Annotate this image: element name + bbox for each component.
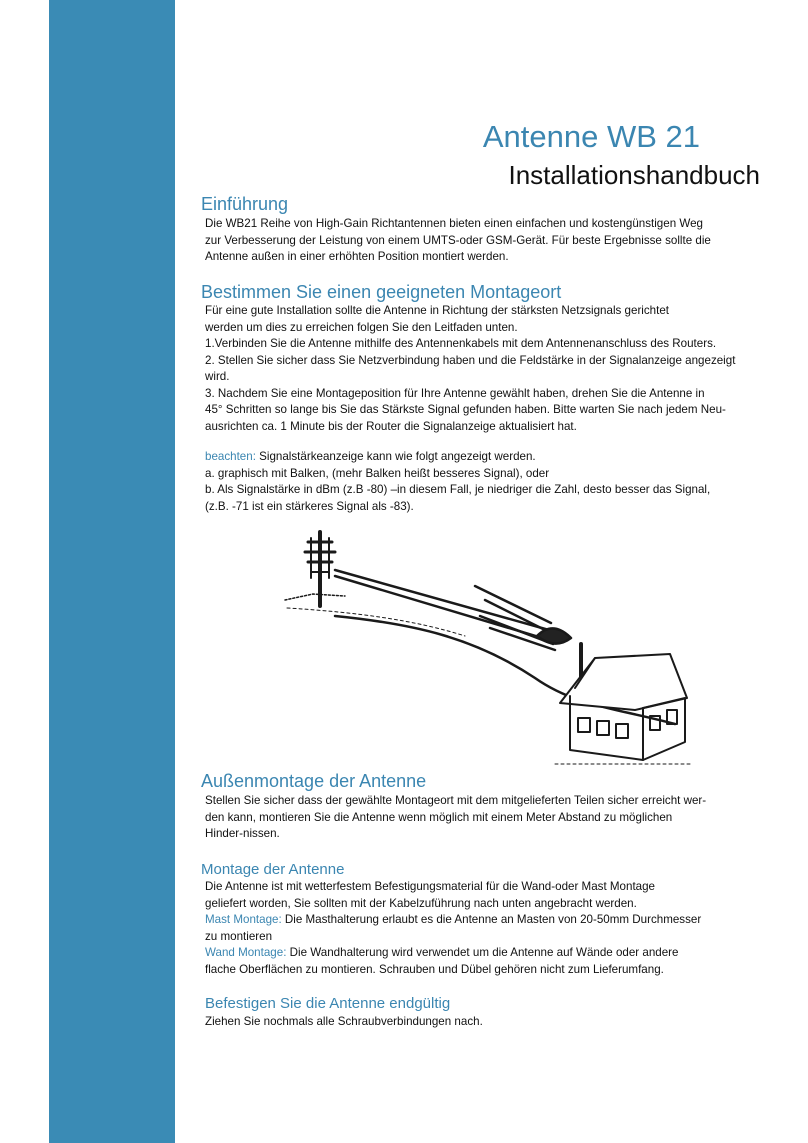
text-line: flache Oberflächen zu montieren. Schrauben und Dübel gehören nicht zum Lieferumfang. — [205, 962, 664, 976]
text-line: 3. Nachdem Sie eine Montageposition für Ihre Antenne gewählt haben, drehen Sie die Antenne in — [205, 386, 705, 400]
text-line: Stellen Sie sicher dass der gewählte Montageort mit dem mitgelieferten Teilen sicher erreicht wer- — [205, 794, 707, 807]
text-line: 1.Verbinden Sie die Antenne mithilfe des Antennenkabels mit dem Antennenanschluss des Routers. — [205, 337, 717, 350]
heading-final: Befestigen Sie die Antenne endgültig — [205, 995, 451, 1012]
text-line: werden um dies zu erreichen folgen Sie den Leitfaden unten. — [205, 320, 518, 334]
heading-intro: Einführung — [201, 194, 289, 214]
text-line: b. Als Signalstärke in dBm (z.B -80) –in diesem Fall, je niedriger die Zahl, desto besser das Signal, — [205, 483, 711, 496]
page-subtitle: Installationshandbuch — [508, 160, 760, 190]
note-label: beachten: — [205, 450, 256, 463]
text-line: zu montieren — [205, 929, 273, 943]
text-line: Hinder-nissen. — [205, 827, 280, 840]
text-line: a. graphisch mit Balken, (mehr Balken heißt besseres Signal), oder — [205, 466, 550, 480]
house — [555, 654, 691, 764]
text-line: Für eine gute Installation sollte die Antenne in Richtung der stärksten Netzsignals gerichtet — [205, 304, 670, 317]
signal-rays — [335, 570, 555, 650]
mast-line — [205, 912, 701, 929]
heading-location: Bestimmen Sie einen geeigneten Montageort — [201, 282, 562, 302]
text-line: den kann, montieren Sie die Antenne wenn möglich mit einem Meter Abstand zu möglichen — [205, 810, 673, 824]
heading-mounting: Montage der Antenne — [201, 861, 345, 878]
wall-line — [205, 945, 701, 962]
text-line: wird. — [205, 370, 230, 383]
location-paragraph — [205, 303, 735, 435]
final-paragraph: Ziehen Sie nochmals alle Schraubverbindungen nach. — [205, 1015, 483, 1028]
antenna-installation-illustration — [275, 528, 695, 768]
note-line — [205, 449, 710, 466]
text-line: Antenne außen in einer erhöhten Position montiert werden. — [205, 250, 509, 263]
text-line: (z.B. -71 ist ein stärkeres Signal als -83). — [205, 499, 414, 513]
mast-label: Mast Montage: — [205, 913, 282, 926]
text-line: Die Antenne ist mit wetterfestem Befestigungsmaterial für die Wand-oder Mast Montage — [205, 880, 656, 893]
page-title: Antenne WB 21 — [482, 119, 700, 154]
note-text: Signalstärkeanzeige kann wie folgt angezeigt werden. — [255, 450, 536, 463]
sidebar-band — [49, 0, 175, 1143]
mounting-paragraph — [205, 879, 701, 978]
mast-text: Die Masthalterung erlaubt es die Antenne an Masten von 20-50mm Durchmesser — [281, 913, 702, 926]
heading-outdoor: Außenmontage der Antenne — [201, 771, 427, 791]
dish-antenna — [537, 628, 571, 643]
wall-label: Wand Montage: — [205, 946, 287, 959]
text-line: Die WB21 Reihe von High-Gain Richtantennen bieten einen einfachen und kostengünstigen Weg — [205, 217, 703, 230]
wall-text: Die Wandhalterung wird verwendet um die Antenne auf Wände oder andere — [286, 946, 679, 959]
outdoor-paragraph — [205, 793, 706, 843]
note-paragraph — [205, 449, 710, 515]
intro-paragraph — [205, 216, 711, 266]
text-line: geliefert worden, Sie sollten mit der Kabelzuführung nach unten angebracht werden. — [205, 896, 637, 910]
text-line: zur Verbesserung der Leistung von einem UMTS-oder GSM-Gerät. Für beste Ergebnisse sollte die — [205, 233, 711, 247]
text-line: ausrichten ca. 1 Minute bis der Router die Signalanzeige aktualisiert hat. — [205, 419, 577, 433]
text-line: 2. Stellen Sie sicher dass Sie Netzverbindung haben und die Feldstärke in der Signalanzeige angezeigt — [205, 353, 736, 367]
text-line: 45° Schritten so lange bis Sie das Stärkste Signal gefunden haben. Bitte warten Sie nach jedem Neu- — [205, 403, 726, 416]
